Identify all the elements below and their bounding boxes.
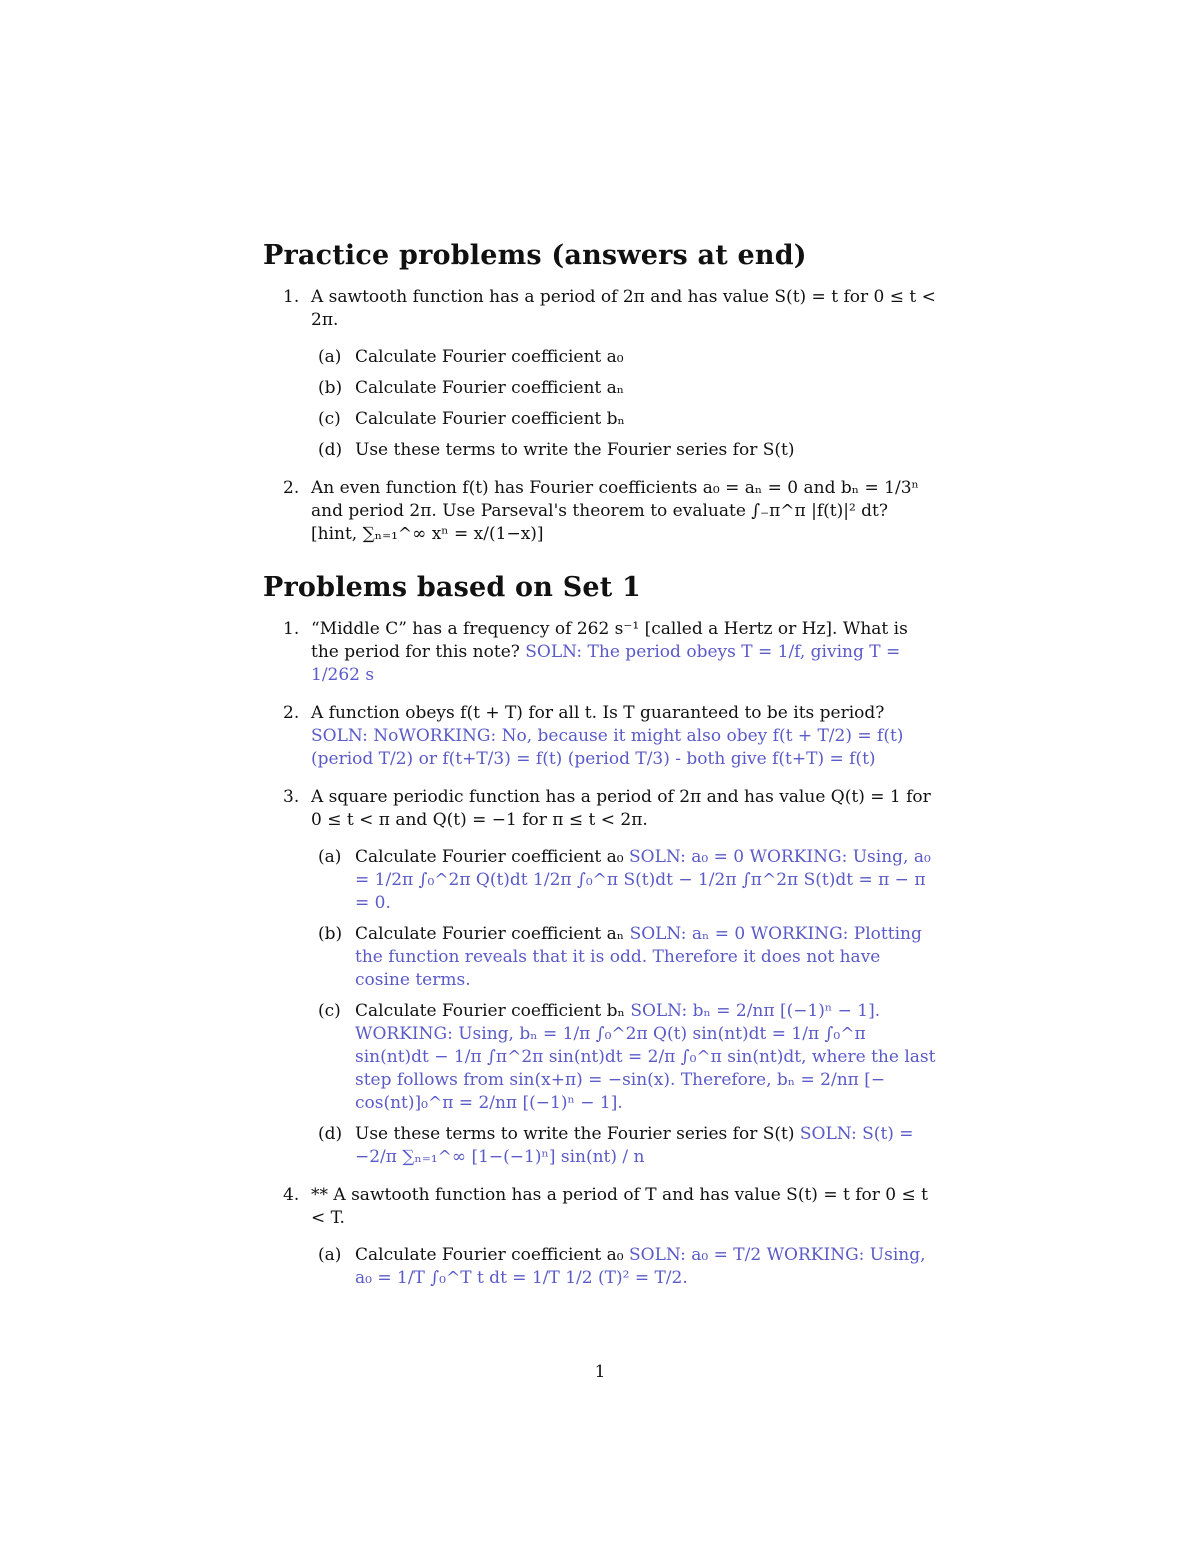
solution-text: SOLN: The period obeys T = 1/f, giving T = 1/262 s (311, 642, 901, 685)
subpart-text: Calculate Fourier coefficient bₙ (355, 409, 625, 429)
practice-problem-list (263, 286, 938, 546)
practice-problem-1 (263, 286, 938, 462)
subpart-a (311, 846, 938, 915)
solution-text: SOLN: a₀ = 0 WORKING: Using, a₀ = 1/2π ∫₀^2π Q(t)dt 1/2π ∫₀^π S(t)dt − 1/2π ∫π^2π S(t)dt = π − π = 0. (355, 847, 931, 913)
subpart-label: (b) (318, 378, 343, 398)
subpart-text: Use these terms to write the Fourier series for S(t) (355, 1124, 795, 1144)
subpart-text: Calculate Fourier coefficient aₙ (355, 924, 625, 944)
subpart-text: Calculate Fourier coefficient aₙ (355, 378, 625, 398)
subpart-label: (a) (318, 347, 342, 367)
set1-problem-4 (263, 1184, 938, 1290)
solution-text: SOLN: S(t) = −2/π ∑ₙ₌₁^∞ [1−(−1)ⁿ] sin(nt) / n (355, 1124, 914, 1167)
subpart-label: (c) (318, 409, 341, 429)
subpart-text: Calculate Fourier coefficient a₀ (355, 347, 624, 367)
problem-number: 2. (283, 478, 300, 498)
subpart-d (311, 1123, 938, 1169)
subpart-list (311, 846, 938, 1169)
subpart-label: (d) (318, 1124, 343, 1144)
heading-set1-problems: Problems based on Set 1 (263, 572, 642, 603)
practice-problem-2 (263, 477, 938, 546)
document-body (263, 236, 938, 1305)
heading-practice-problems: Practice problems (answers at end) (263, 240, 807, 271)
problem-number: 1. (283, 287, 300, 307)
problem-number: 3. (283, 787, 300, 807)
problem-text: A function obeys f(t + T) for all t. Is T guaranteed to be its period? (311, 703, 885, 723)
subpart-c (311, 1000, 938, 1115)
solution-text: SOLN: aₙ = 0 WORKING: Plotting the function reveals that it is odd. Therefore it does not have cosine terms. (355, 924, 922, 990)
subpart-label: (b) (318, 924, 343, 944)
set1-problem-list (263, 618, 938, 1290)
subpart-text: Calculate Fourier coefficient bₙ (355, 1001, 625, 1021)
set1-problem-3 (263, 786, 938, 1169)
page-number: 1 (594, 1362, 606, 1382)
set1-problem-1 (263, 618, 938, 687)
subpart-text: Calculate Fourier coefficient a₀ (355, 1245, 624, 1265)
subpart-text: Calculate Fourier coefficient a₀ (355, 847, 624, 867)
problem-number: 2. (283, 703, 300, 723)
subpart-text: Use these terms to write the Fourier series for S(t) (355, 440, 795, 460)
subpart-list (311, 1244, 938, 1290)
subpart-a (311, 346, 938, 369)
problem-number: 1. (283, 619, 300, 639)
subpart-label: (a) (318, 847, 342, 867)
solution-text: SOLN: NoWORKING: No, because it might also obey f(t + T/2) = f(t) (period T/2) or f(t+T/3) = f(t) (period T/3) - both give f(t+T) = f(t) (311, 726, 904, 769)
problem-number: 4. (283, 1185, 300, 1205)
solution-text: SOLN: a₀ = T/2 WORKING: Using, a₀ = 1/T ∫₀^T t dt = 1/T 1/2 (T)² = T/2. (355, 1245, 926, 1288)
set1-problem-2 (263, 702, 938, 771)
problem-text: “Middle C” has a frequency of 262 s⁻¹ [called a Hertz or Hz]. What is the period for this note? (311, 619, 908, 662)
subpart-label: (c) (318, 1001, 341, 1021)
solution-text: SOLN: bₙ = 2/nπ [(−1)ⁿ − 1]. WORKING: Using, bₙ = 1/π ∫₀^2π Q(t) sin(nt)dt = 1/π ∫₀^π sin(nt)dt − 1/π ∫π^2π sin(nt)dt = 2/π ∫₀^π sin(nt)dt, where the last step follows from sin(x+π) = −sin(x). Therefore, bₙ = 2/nπ [− cos(nt)]₀^π = 2/nπ [(−1)ⁿ − 1]. (355, 1001, 936, 1113)
problem-text: A square periodic function has a period of 2π and has value Q(t) = 1 for 0 ≤ t < π and Q(t) = −1 for π ≤ t < 2π. (311, 787, 931, 830)
problem-text: ** A sawtooth function has a period of T and has value S(t) = t for 0 ≤ t < T. (311, 1185, 928, 1228)
subpart-b (311, 377, 938, 400)
subpart-b (311, 923, 938, 992)
subpart-a (311, 1244, 938, 1290)
subpart-list (311, 346, 938, 462)
problem-text: An even function f(t) has Fourier coefficients a₀ = aₙ = 0 and bₙ = 1/3ⁿ and period 2π. Use Parseval's theorem to evaluate ∫₋π^π |f(t)|² dt? [hint, ∑ₙ₌₁^∞ xⁿ = x/(1−x)] (311, 478, 919, 544)
subpart-d (311, 439, 938, 462)
problem-text: A sawtooth function has a period of 2π and has value S(t) = t for 0 ≤ t < 2π. (311, 287, 936, 330)
subpart-label: (d) (318, 440, 343, 460)
subpart-label: (a) (318, 1245, 342, 1265)
subpart-c (311, 408, 938, 431)
